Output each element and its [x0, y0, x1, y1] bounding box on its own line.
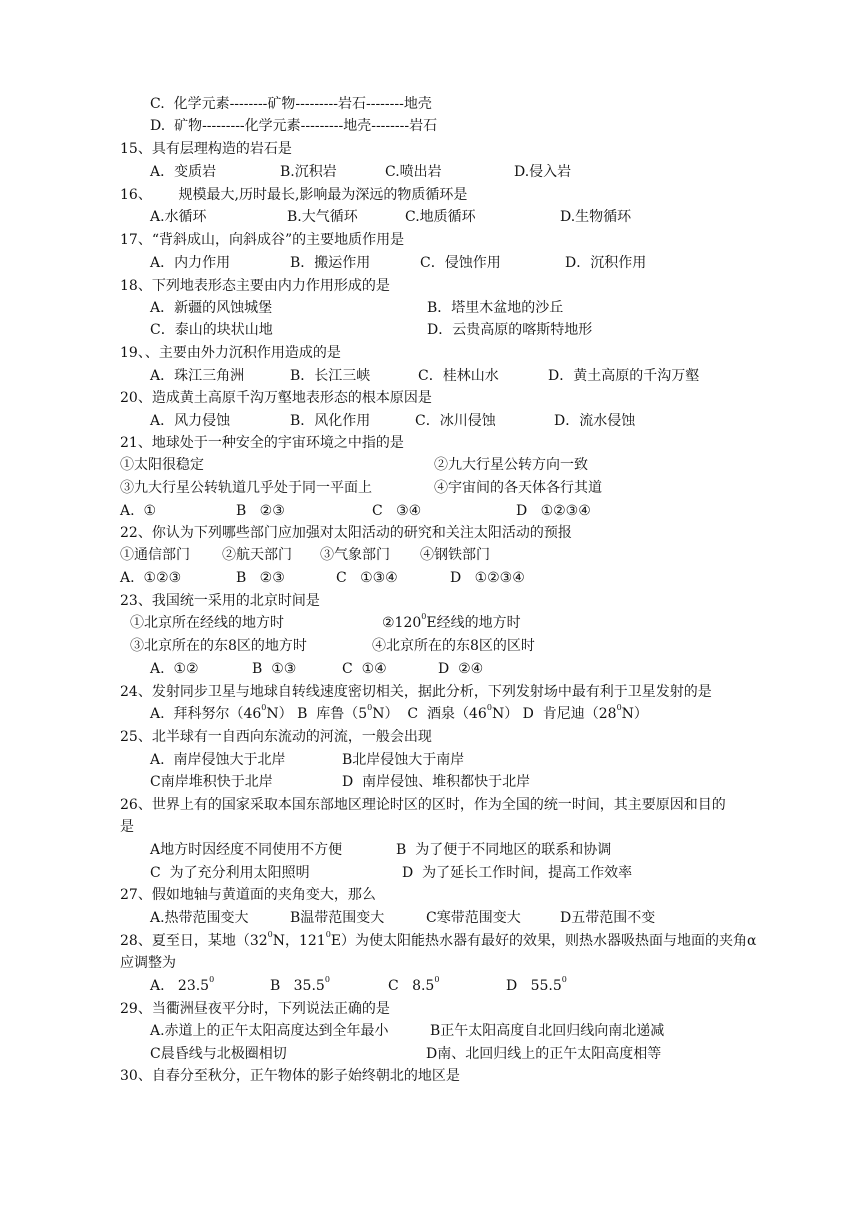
text-q16-opt-1: B.大气循环	[287, 209, 358, 225]
text-q17-opt-1: B．搬运作用	[290, 255, 371, 271]
text-q27-opt-0: A.热带范围变大	[150, 910, 249, 926]
line-q28-opt	[0, 975, 860, 997]
text-q23-opt-0: A. ①②	[150, 661, 199, 677]
text-q19-opt-0: A．珠江三角洲	[150, 368, 245, 384]
text-q16-opt-0: A.水循环	[150, 209, 207, 225]
text-q14-d-0: D. 矿物---------化学元素---------地壳--------岩石	[150, 118, 438, 134]
text-q19-opt-3: D．黄土高原的千沟万壑	[548, 368, 700, 384]
text-q20-opt-2: C．冰川侵蚀	[415, 413, 496, 429]
line-q23-s1	[0, 612, 860, 634]
text-q27-0: 27、假如地轴与黄道面的夹角变大，那么	[120, 887, 376, 903]
text-q29-opt1-0: A.赤道上的正午太阳高度达到全年最小	[150, 1023, 389, 1039]
text-q19-opt-1: B．长江三峡	[290, 368, 371, 384]
text-q18-opt1-1: B．塔里木盆地的沙丘	[427, 300, 564, 316]
text-q25-opt1-1: B北岸侵蚀大于南岸	[342, 752, 465, 768]
text-q24-opt-0: A. 拜科努尔$(46^0N)$ B 库鲁$(5^0N)$ C 酒泉$(46^0N)$ D 肯尼迪$(28^0N)$	[150, 703, 648, 722]
text-q30-0: 30、自春分至秋分，正午物体的影子始终朝北的地区是	[120, 1068, 460, 1084]
text-q17-opt-0: A．内力作用	[150, 255, 231, 271]
line-q26-opt1	[0, 839, 860, 861]
line-q25	[0, 726, 860, 748]
text-q24-0: 24、发射同步卫星与地球自转线速度密切相关，据此分析，下列发射场中最有利于卫星发射的是	[120, 684, 712, 700]
line-q24-opt	[0, 703, 860, 725]
text-q28-opt-2: C $8.5^0$	[388, 975, 440, 994]
text-q25-opt2-1: D 南岸侵蚀、堆积都快于北岸	[342, 774, 531, 790]
text-q28-0: 28、夏至日，某地（$32^0N$，$121^0E$）为使太阳能热水器有最好的效果，则热水器吸热面与地面的夹角α	[120, 930, 757, 949]
text-q18-opt2-1: D．云贵高原的喀斯特地形	[427, 322, 593, 338]
text-q28-opt-3: D 55.5$^0$	[506, 975, 567, 994]
line-q23-opt	[0, 658, 860, 680]
text-q18-opt1-0: A．新疆的风蚀城堡	[150, 300, 273, 316]
line-q28	[0, 930, 860, 952]
line-q17-opt	[0, 252, 860, 274]
line-q15	[0, 138, 860, 160]
text-q25-0: 25、北半球有一自西向东流动的河流，一般会出现	[120, 729, 432, 745]
text-q21-opt-2: C ③④	[372, 503, 422, 519]
text-q22-opt-3: D ①②③④	[450, 570, 525, 586]
line-q26-opt2	[0, 862, 860, 884]
text-q20-0: 20、造成黄土高原千沟万壑地表形态的根本原因是	[120, 390, 432, 406]
text-q28-opt-1: B 35.5$^0$	[270, 975, 330, 994]
text-q23-s2-0: ③北京所在的东8区的地方时	[130, 638, 307, 654]
text-q21-s2-0: ③九大行星公转轨道几乎处于同一平面上	[120, 480, 372, 496]
line-q17	[0, 229, 860, 251]
line-q21-s1	[0, 454, 860, 476]
text-q23-s1-0: ①北京所在经线的地方时	[130, 615, 284, 631]
text-q23-s2-1: ④北京所在的东8区的区时	[372, 638, 535, 654]
text-q15-opt-3: D.侵入岩	[514, 164, 572, 180]
line-q22-opt	[0, 567, 860, 589]
line-q18-opt2	[0, 319, 860, 341]
line-q19-opt	[0, 365, 860, 387]
text-q20-opt-1: B．风化作用	[290, 413, 371, 429]
text-q17-opt-3: D．沉积作用	[565, 255, 647, 271]
line-q21	[0, 432, 860, 454]
line-q22-s	[0, 544, 860, 566]
line-q23-s2	[0, 635, 860, 657]
text-q29-opt2-0: C晨昏线与北极圈相切	[150, 1046, 287, 1062]
text-q15-opt-1: B.沉积岩	[280, 164, 337, 180]
text-q21-s2-1: ④宇宙间的各天体各行其道	[434, 480, 602, 496]
text-q25-opt1-0: A. 南岸侵蚀大于北岸	[150, 752, 286, 768]
text-q22-s-2: ③气象部门	[320, 547, 390, 563]
line-q22	[0, 522, 860, 544]
line-q20-opt	[0, 410, 860, 432]
text-q21-s1-1: ②九大行星公转方向一致	[434, 457, 588, 473]
text-q18-opt2-0: C．泰山的块状山地	[150, 322, 273, 338]
text-q17-opt-2: C．侵蚀作用	[420, 255, 501, 271]
line-q26	[0, 794, 860, 816]
line-q19	[0, 342, 860, 364]
text-q17-0: 17、“背斜成山，向斜成谷”的主要地质作用是	[120, 232, 405, 248]
text-q23-0: 23、我国统一采用的北京时间是	[120, 593, 320, 609]
text-q22-s-1: ②航天部门	[222, 547, 292, 563]
text-q27-opt-3: D五带范围不变	[560, 910, 656, 926]
line-q14-c	[0, 93, 860, 115]
line-q29	[0, 998, 860, 1020]
line-q27	[0, 884, 860, 906]
text-q16-0: 16、 规模最大,历时最长,影响最为深远的物质循环是	[120, 187, 468, 203]
line-q26-cont	[0, 816, 860, 838]
line-q30	[0, 1065, 860, 1087]
text-q26-0: 26、世界上有的国家采取本国东部地区理论时区的区时，作为全国的统一时间，其主要原因和目的	[120, 797, 726, 813]
text-q29-opt1-1: B正午太阳高度自北回归线向南北递减	[430, 1023, 665, 1039]
text-q26-opt2-1: D 为了延长工作时间，提高工作效率	[402, 865, 633, 881]
text-q26-cont-0: 是	[120, 819, 134, 835]
text-q22-opt-1: B ②③	[236, 570, 285, 586]
line-q29-opt2	[0, 1043, 860, 1065]
line-q25-opt2	[0, 771, 860, 793]
line-q27-opt	[0, 907, 860, 929]
text-q15-0: 15、具有层理构造的岩石是	[120, 141, 292, 157]
line-q20	[0, 387, 860, 409]
line-q18	[0, 275, 860, 297]
text-q26-opt1-1: B 为了便于不同地区的联系和协调	[396, 842, 612, 858]
line-q24	[0, 681, 860, 703]
line-q15-opt	[0, 161, 860, 183]
text-q25-opt2-0: C南岸堆积快于北岸	[150, 774, 273, 790]
text-q28-opt-0: A. 23.5$^0$	[150, 975, 215, 994]
text-q21-0: 21、地球处于一种安全的宇宙环境之中指的是	[120, 435, 404, 451]
text-q21-opt-0: A. ①	[120, 503, 157, 519]
line-q18-opt1	[0, 297, 860, 319]
text-q26-opt2-0: C 为了充分利用太阳照明	[150, 865, 310, 881]
line-q14-d	[0, 115, 860, 137]
text-q23-opt-2: C ①④	[342, 661, 387, 677]
text-q22-opt-0: A. ①②③	[120, 570, 182, 586]
text-q15-opt-2: C.喷出岩	[385, 164, 442, 180]
text-q29-opt2-1: D南、北回归线上的正午太阳高度相等	[426, 1046, 662, 1062]
line-q29-opt1	[0, 1020, 860, 1042]
text-q21-s1-0: ①太阳很稳定	[120, 457, 204, 473]
text-q22-s-0: ①通信部门	[120, 547, 190, 563]
text-q20-opt-0: A．风力侵蚀	[150, 413, 231, 429]
text-q27-opt-2: C寒带范围变大	[426, 910, 521, 926]
line-q16-opt	[0, 206, 860, 228]
text-q23-opt-1: B ①③	[252, 661, 297, 677]
line-q16	[0, 184, 860, 206]
text-q23-s1-1: $②120^0E$经线的地方时	[382, 612, 521, 631]
text-q21-opt-3: D ①②③④	[516, 503, 591, 519]
text-q26-opt1-0: A地方时因经度不同使用不方便	[150, 842, 343, 858]
text-q19-opt-2: C．桂林山水	[418, 368, 499, 384]
text-q28-cont-0: 应调整为	[120, 955, 176, 971]
text-q27-opt-1: B温带范围变大	[290, 910, 385, 926]
line-q28-cont	[0, 952, 860, 974]
text-q16-opt-2: C.地质循环	[405, 209, 476, 225]
text-q23-opt-3: D ②④	[438, 661, 484, 677]
line-q21-opt	[0, 500, 860, 522]
text-q15-opt-0: A．变质岩	[150, 164, 217, 180]
text-q19-0: 19、、主要由外力沉积作用造成的是	[120, 345, 341, 361]
text-q22-opt-2: C ①③④	[336, 570, 398, 586]
line-q21-s2	[0, 477, 860, 499]
text-q18-0: 18、下列地表形态主要由内力作用形成的是	[120, 278, 390, 294]
text-q20-opt-3: D．流水侵蚀	[554, 413, 636, 429]
text-q16-opt-3: D.生物循环	[560, 209, 632, 225]
text-q14-c-0: C. 化学元素--------矿物---------岩石--------地壳	[150, 96, 432, 112]
line-q23	[0, 590, 860, 612]
text-q22-s-3: ④钢铁部门	[420, 547, 490, 563]
text-q22-0: 22、你认为下列哪些部门应加强对太阳活动的研究和关注太阳活动的预报	[120, 525, 572, 541]
line-q25-opt1	[0, 749, 860, 771]
text-q21-opt-1: B ②③	[236, 503, 285, 519]
text-q29-0: 29、当衢洲昼夜平分时，下列说法正确的是	[120, 1001, 390, 1017]
